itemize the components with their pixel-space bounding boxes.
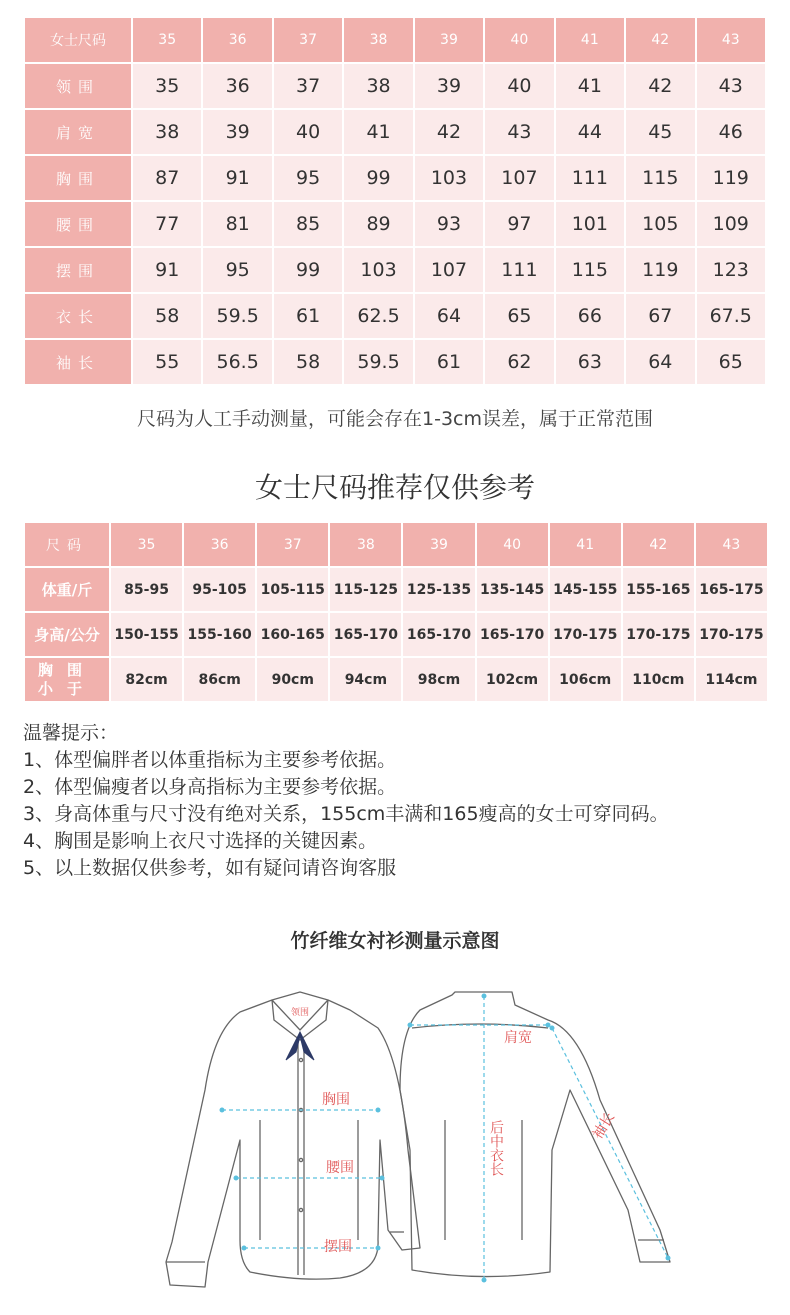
chest-label: 胸围	[322, 1092, 350, 1108]
size-header-row	[25, 18, 765, 62]
table-cell: 114cm	[696, 658, 767, 701]
tips-block	[23, 720, 669, 882]
table-cell: 105	[626, 202, 694, 246]
tip-item: 5、以上数据仅供参考，如有疑问请咨询客服	[23, 857, 397, 879]
front-placket	[298, 1040, 304, 1275]
table-cell: 165-170	[330, 613, 401, 656]
row-label-line: 小于	[37, 679, 96, 698]
table-cell: 42	[626, 64, 694, 108]
recommend-header-cell: 43	[696, 523, 767, 566]
table-cell: 145-155	[550, 568, 621, 611]
row-label: 领围	[25, 64, 131, 108]
table-cell: 67.5	[697, 294, 766, 338]
shoulder-label: 肩宽	[504, 1030, 532, 1046]
table-cell: 91	[133, 248, 201, 292]
row-label: 体重/斤	[25, 568, 109, 611]
table-cell: 89	[344, 202, 412, 246]
table-row	[25, 202, 765, 246]
table-cell: 99	[274, 248, 342, 292]
collar-label: 领围	[290, 1008, 310, 1018]
table-cell: 55	[133, 340, 201, 384]
recommendation-table	[23, 521, 769, 703]
size-header-label: 女士尺码	[25, 18, 131, 62]
table-row	[25, 64, 765, 108]
table-cell: 160-165	[257, 613, 328, 656]
table-cell: 61	[274, 294, 342, 338]
table-cell: 170-175	[550, 613, 621, 656]
table-cell: 110cm	[623, 658, 694, 701]
front-darts	[260, 1120, 358, 1240]
table-cell: 38	[133, 110, 201, 154]
size-header-cell: 40	[485, 18, 553, 62]
table-cell: 115	[626, 156, 694, 200]
table-cell: 43	[697, 64, 766, 108]
recommend-header-cell: 37	[257, 523, 328, 566]
size-header-cell: 37	[274, 18, 342, 62]
table-cell: 170-175	[623, 613, 694, 656]
row-label: 肩宽	[25, 110, 131, 154]
table-cell: 62	[485, 340, 553, 384]
row-label: 腰围	[25, 202, 131, 246]
recommend-header-cell: 39	[403, 523, 474, 566]
table-cell: 59.5	[344, 340, 412, 384]
table-cell: 95-105	[184, 568, 255, 611]
table-row	[25, 658, 767, 701]
tip-item: 3、身高体重与尺寸没有绝对关系，155cm丰满和165瘦高的女士可穿同码。	[23, 803, 669, 825]
table-cell: 58	[133, 294, 201, 338]
table-cell: 42	[415, 110, 483, 154]
table-cell: 165-175	[696, 568, 767, 611]
table-cell: 64	[415, 294, 483, 338]
recommend-header-cell: 40	[477, 523, 548, 566]
table-cell: 39	[203, 110, 271, 154]
tip-item: 4、胸围是影响上衣尺寸选择的关键因素。	[23, 830, 378, 852]
table-cell: 82cm	[111, 658, 182, 701]
table-cell: 85	[274, 202, 342, 246]
table-cell: 44	[556, 110, 624, 154]
table-cell: 91	[203, 156, 271, 200]
size-table	[23, 16, 767, 386]
table-cell: 150-155	[111, 613, 182, 656]
table-cell: 77	[133, 202, 201, 246]
table-cell: 99	[344, 156, 412, 200]
row-label: 胸围	[25, 156, 131, 200]
hem-label: 摆围	[324, 1239, 352, 1255]
table-cell: 61	[415, 340, 483, 384]
row-label: 摆围	[25, 248, 131, 292]
measurement-note: 尺码为人工手动测量，可能会存在1-3cm误差，属于正常范围	[137, 408, 653, 430]
recommend-header-cell: 36	[184, 523, 255, 566]
size-header-cell: 42	[626, 18, 694, 62]
table-cell: 63	[556, 340, 624, 384]
sleeve-label: 袖长	[589, 1109, 619, 1143]
size-header-cell: 39	[415, 18, 483, 62]
table-cell: 105-115	[257, 568, 328, 611]
table-row	[25, 294, 765, 338]
table-cell: 39	[415, 64, 483, 108]
table-cell: 107	[415, 248, 483, 292]
table-cell: 102cm	[477, 658, 548, 701]
table-cell: 90cm	[257, 658, 328, 701]
table-cell: 119	[626, 248, 694, 292]
table-cell: 135-145	[477, 568, 548, 611]
table-row	[25, 248, 765, 292]
table-cell: 86cm	[184, 658, 255, 701]
recommend-header-cell: 38	[330, 523, 401, 566]
row-label-line: 胸围	[37, 660, 96, 679]
table-cell: 62.5	[344, 294, 412, 338]
table-cell: 38	[344, 64, 412, 108]
table-cell: 101	[556, 202, 624, 246]
recommend-header-cell: 41	[550, 523, 621, 566]
shirt-measurement-diagram	[0, 980, 790, 1310]
table-cell: 45	[626, 110, 694, 154]
size-header-cell: 35	[133, 18, 201, 62]
table-row	[25, 156, 765, 200]
table-cell: 98cm	[403, 658, 474, 701]
table-cell: 85-95	[111, 568, 182, 611]
table-cell: 81	[203, 202, 271, 246]
table-cell: 41	[556, 64, 624, 108]
table-cell: 123	[697, 248, 766, 292]
table-cell: 111	[485, 248, 553, 292]
size-header-cell: 41	[556, 18, 624, 62]
table-cell: 36	[203, 64, 271, 108]
table-cell: 106cm	[550, 658, 621, 701]
size-header-cell: 38	[344, 18, 412, 62]
table-cell: 155-165	[623, 568, 694, 611]
back-length-label: 后中衣长	[488, 1120, 504, 1176]
table-cell: 41	[344, 110, 412, 154]
table-cell: 119	[697, 156, 766, 200]
table-row	[25, 340, 765, 384]
table-cell: 165-170	[403, 613, 474, 656]
table-cell: 103	[415, 156, 483, 200]
table-cell: 111	[556, 156, 624, 200]
table-cell: 40	[274, 110, 342, 154]
table-cell: 66	[556, 294, 624, 338]
recommend-header-cell: 35	[111, 523, 182, 566]
row-label: 衣长	[25, 294, 131, 338]
table-cell: 125-135	[403, 568, 474, 611]
table-cell: 43	[485, 110, 553, 154]
table-cell: 155-160	[184, 613, 255, 656]
size-header-cell: 36	[203, 18, 271, 62]
table-cell: 95	[274, 156, 342, 200]
table-cell: 65	[485, 294, 553, 338]
tip-item: 1、体型偏胖者以体重指标为主要参考依据。	[23, 749, 397, 771]
diagram-title: 竹纤维女衬衫测量示意图	[290, 930, 500, 952]
table-row	[25, 110, 765, 154]
recommend-header-cell: 42	[623, 523, 694, 566]
row-label: 身高/公分	[25, 613, 109, 656]
table-cell: 87	[133, 156, 201, 200]
table-cell: 67	[626, 294, 694, 338]
table-cell: 109	[697, 202, 766, 246]
recommend-header-row	[25, 523, 767, 566]
table-cell: 40	[485, 64, 553, 108]
table-cell: 97	[485, 202, 553, 246]
table-cell: 64	[626, 340, 694, 384]
back-shirt-outline	[400, 992, 670, 1277]
table-cell: 165-170	[477, 613, 548, 656]
bow-tie	[286, 1032, 314, 1060]
table-cell: 170-175	[696, 613, 767, 656]
table-cell: 115-125	[330, 568, 401, 611]
table-cell: 94cm	[330, 658, 401, 701]
table-cell: 93	[415, 202, 483, 246]
table-cell: 46	[697, 110, 766, 154]
recommendation-title: 女士尺码推荐仅供参考	[254, 471, 535, 504]
table-cell: 58	[274, 340, 342, 384]
table-cell: 37	[274, 64, 342, 108]
table-row	[25, 613, 767, 656]
recommend-header-label: 尺码	[25, 523, 109, 566]
waist-label: 腰围	[326, 1160, 354, 1176]
table-cell: 95	[203, 248, 271, 292]
table-cell: 115	[556, 248, 624, 292]
table-cell: 107	[485, 156, 553, 200]
tip-item: 2、体型偏瘦者以身高指标为主要参考依据。	[23, 776, 397, 798]
table-cell: 103	[344, 248, 412, 292]
table-row	[25, 568, 767, 611]
table-cell: 59.5	[203, 294, 271, 338]
row-label	[25, 658, 109, 701]
table-cell: 56.5	[203, 340, 271, 384]
size-header-cell: 43	[697, 18, 766, 62]
tips-heading: 温馨提示：	[23, 722, 119, 744]
row-label: 袖长	[25, 340, 131, 384]
table-cell: 65	[697, 340, 766, 384]
table-cell: 35	[133, 64, 201, 108]
front-shirt-outline	[166, 1000, 420, 1287]
